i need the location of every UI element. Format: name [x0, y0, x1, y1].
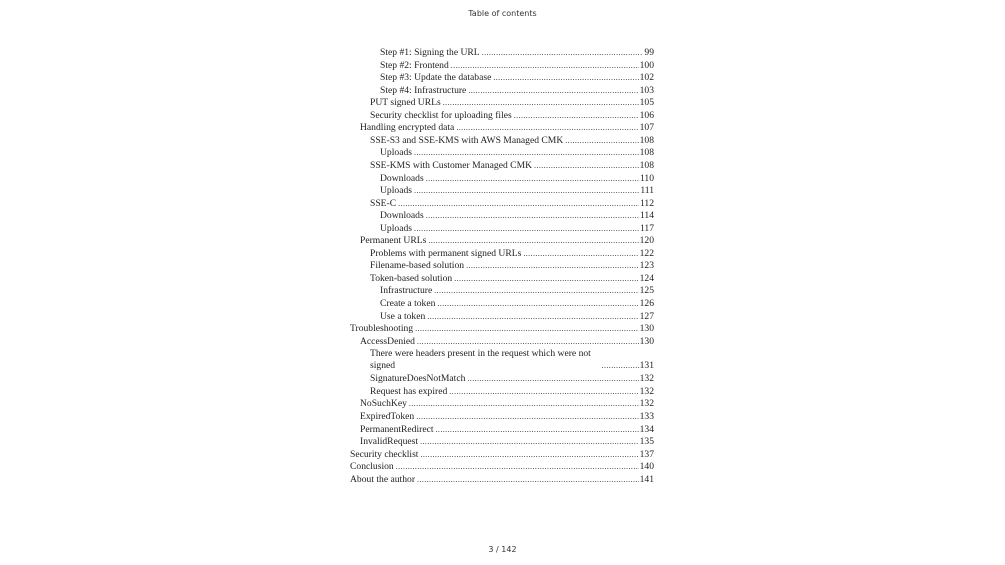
- toc-entry-page: 140: [639, 461, 654, 473]
- toc-entry-page: 117: [639, 222, 654, 234]
- toc-entry-title: Request has expired: [370, 385, 448, 397]
- toc-entry-page: 125: [639, 285, 654, 297]
- toc-entry-page: 102: [639, 72, 654, 84]
- toc-entry[interactable]: [380, 60, 654, 72]
- toc-entry[interactable]: [360, 235, 654, 247]
- toc-entry-page: 141: [639, 473, 654, 485]
- toc-leader-dots: [434, 285, 638, 297]
- toc-entry[interactable]: [370, 160, 654, 172]
- toc-entry-page: 108: [639, 147, 654, 159]
- toc-entry-page: 122: [639, 247, 654, 259]
- toc-leader-dots: [514, 110, 639, 122]
- toc-entry-title: Uploads: [380, 185, 412, 197]
- toc-leader-dots: [482, 47, 644, 59]
- toc-entry-page: 132: [639, 385, 654, 397]
- toc-entry-title: Conclusion: [350, 461, 394, 473]
- toc-entry-page: 108: [639, 134, 654, 146]
- toc-entry[interactable]: [380, 311, 654, 323]
- toc-entry-title: Troubleshooting: [350, 323, 414, 335]
- toc-entry-page: 108: [639, 159, 654, 171]
- toc-leader-dots: [414, 147, 639, 159]
- toc-entry[interactable]: [380, 223, 654, 235]
- toc-entry-title: Filename-based solution: [370, 260, 465, 272]
- toc-entry-page: 132: [639, 373, 654, 385]
- toc-leader-dots: [565, 135, 638, 147]
- toc-entry-title: SSE-C: [370, 197, 397, 209]
- toc-leader-dots: [428, 235, 638, 247]
- toc-entry-page: 100: [639, 59, 654, 71]
- toc-entry-page: 114: [639, 210, 654, 222]
- toc-leader-dots: [414, 185, 639, 197]
- toc-entry[interactable]: [370, 373, 654, 385]
- toc-entry-title: SSE-KMS with Customer Managed CMK: [370, 159, 533, 171]
- toc-entry-title-line2: signed: [370, 360, 396, 372]
- toc-entry-title: Security checklist: [350, 448, 419, 460]
- toc-leader-dots: [416, 411, 638, 423]
- toc-entry-title: Use a token: [380, 310, 426, 322]
- toc-leader-dots: [414, 223, 639, 235]
- toc-entry-page: 126: [639, 298, 654, 309]
- toc-entry[interactable]: [380, 173, 654, 185]
- toc-leader-dots: [417, 336, 639, 348]
- toc-entry-title: Handling encrypted data: [360, 122, 455, 134]
- toc-entry-page: 123: [639, 260, 654, 272]
- toc-entry-page: 110: [639, 172, 654, 184]
- toc-leader-dots: [398, 198, 639, 210]
- toc-leader-dots: [427, 311, 638, 323]
- toc-entry[interactable]: [370, 260, 654, 272]
- toc-leader-dots: [436, 424, 639, 436]
- toc-leader-dots: [443, 97, 639, 109]
- toc-entry-page: 106: [639, 109, 654, 121]
- toc-leader-dots: [415, 323, 639, 335]
- toc-leader-dots: [602, 360, 640, 372]
- toc-entry-title: PermanentRedirect: [360, 423, 434, 435]
- toc-entry[interactable]: [380, 285, 654, 297]
- toc-leader-dots: [523, 248, 638, 260]
- toc-leader-dots: [437, 298, 638, 310]
- toc-entry-title: AccessDenied: [360, 335, 415, 347]
- toc-leader-dots: [396, 461, 639, 473]
- toc-leader-dots: [409, 398, 639, 410]
- toc-entry[interactable]: [370, 348, 654, 372]
- toc-entry-page: 103: [639, 84, 654, 96]
- toc-entry-page: 107: [639, 122, 654, 134]
- toc-entry[interactable]: [350, 461, 654, 473]
- toc-entry[interactable]: [360, 336, 654, 348]
- toc-entry-title: SignatureDoesNotMatch: [370, 373, 466, 385]
- toc-entry[interactable]: [360, 436, 654, 448]
- toc-entry-title: ExpiredToken: [360, 410, 415, 422]
- toc-entry-page: 133: [639, 410, 654, 422]
- toc-leader-dots: [417, 474, 639, 486]
- toc-entry[interactable]: [360, 398, 654, 410]
- toc-entry[interactable]: [370, 198, 654, 210]
- toc-entry-title: InvalidRequest: [360, 436, 419, 448]
- toc-entry-page: 134: [639, 423, 654, 435]
- toc-leader-dots: [451, 60, 639, 72]
- toc-leader-dots: [467, 373, 638, 385]
- toc-entry-title: PUT signed URLs: [370, 97, 441, 109]
- toc-leader-dots: [449, 386, 638, 398]
- toc-entry[interactable]: [380, 47, 654, 59]
- toc-entry-page: 130: [639, 323, 654, 335]
- page-indicator: 3 / 142: [488, 545, 517, 554]
- toc-leader-dots: [534, 160, 639, 172]
- toc-entry-page: 127: [639, 310, 654, 322]
- toc-entry-title: Uploads: [380, 222, 412, 234]
- toc-entry-page: 131: [639, 360, 654, 372]
- toc-entry[interactable]: [380, 210, 654, 222]
- toc-leader-dots: [468, 85, 638, 97]
- toc-entry-page: 137: [639, 448, 654, 460]
- toc-entry[interactable]: [370, 135, 654, 147]
- toc-leader-dots: [420, 449, 638, 461]
- toc-entry-title: Step #2: Frontend: [380, 59, 449, 71]
- toc-leader-dots: [426, 173, 639, 185]
- toc-entry-title: Token-based solution: [370, 272, 453, 284]
- toc-entry[interactable]: [370, 273, 654, 285]
- toc-entry-title: Infrastructure: [380, 285, 433, 297]
- toc-entry[interactable]: [380, 147, 654, 159]
- toc-leader-dots: [426, 210, 639, 222]
- toc-entry-page: 132: [639, 398, 654, 410]
- toc-entry-title: Downloads: [380, 210, 424, 222]
- toc-entry-page: 135: [639, 436, 654, 448]
- toc-entry[interactable]: [370, 248, 654, 260]
- toc-leader-dots: [420, 436, 639, 448]
- toc-entry[interactable]: [360, 424, 654, 436]
- toc-entry-title: Step #4: Infrastructure: [380, 84, 467, 96]
- toc-entry-page: 111: [640, 185, 654, 197]
- toc-entry-title: SSE-S3 and SSE-KMS with AWS Managed CMK: [370, 134, 564, 146]
- toc-entry[interactable]: [350, 449, 654, 461]
- toc-entry-page: 105: [639, 97, 654, 109]
- toc-entry-page: 130: [639, 335, 654, 347]
- page-header-title: Table of contents: [468, 9, 537, 18]
- toc-entry-title: Step #3: Update the database: [380, 72, 492, 84]
- toc-entry[interactable]: [360, 122, 654, 134]
- toc-entry-title: Permanent URLs: [360, 235, 427, 247]
- toc-entry[interactable]: [380, 185, 654, 197]
- toc-entry-page: 112: [639, 197, 654, 209]
- toc-entry[interactable]: [350, 323, 654, 335]
- toc-entry-title-line1: There were headers present in the request which were not: [370, 348, 591, 360]
- toc-entry[interactable]: [370, 97, 654, 109]
- toc-entry-title: Create a token: [380, 298, 436, 309]
- toc-entry-title: About the author: [350, 473, 416, 485]
- toc-entry-title: Problems with permanent signed URLs: [370, 247, 522, 259]
- toc-entry[interactable]: [380, 72, 654, 84]
- toc-entry[interactable]: [350, 474, 654, 486]
- toc-entry[interactable]: [370, 386, 654, 398]
- toc-leader-dots: [456, 122, 638, 134]
- toc-entry-page: 120: [639, 235, 654, 247]
- toc-entry-page: 99: [644, 47, 654, 58]
- toc-entry-title: NoSuchKey: [360, 398, 407, 410]
- toc-entry-title: Downloads: [380, 172, 424, 184]
- toc-entry[interactable]: [370, 110, 654, 122]
- toc-entry-title: Uploads: [380, 147, 412, 159]
- toc-entry-title: Security checklist for uploading files: [370, 109, 512, 121]
- toc-entry-page: 124: [639, 272, 654, 284]
- toc-entry[interactable]: [360, 411, 654, 423]
- toc-entry[interactable]: [380, 298, 654, 310]
- toc-leader-dots: [493, 72, 638, 84]
- toc-leader-dots: [454, 273, 638, 285]
- toc-leader-dots: [466, 260, 639, 272]
- toc-entry-title: Step #1: Signing the URL: [380, 47, 480, 58]
- toc-entry[interactable]: [380, 85, 654, 97]
